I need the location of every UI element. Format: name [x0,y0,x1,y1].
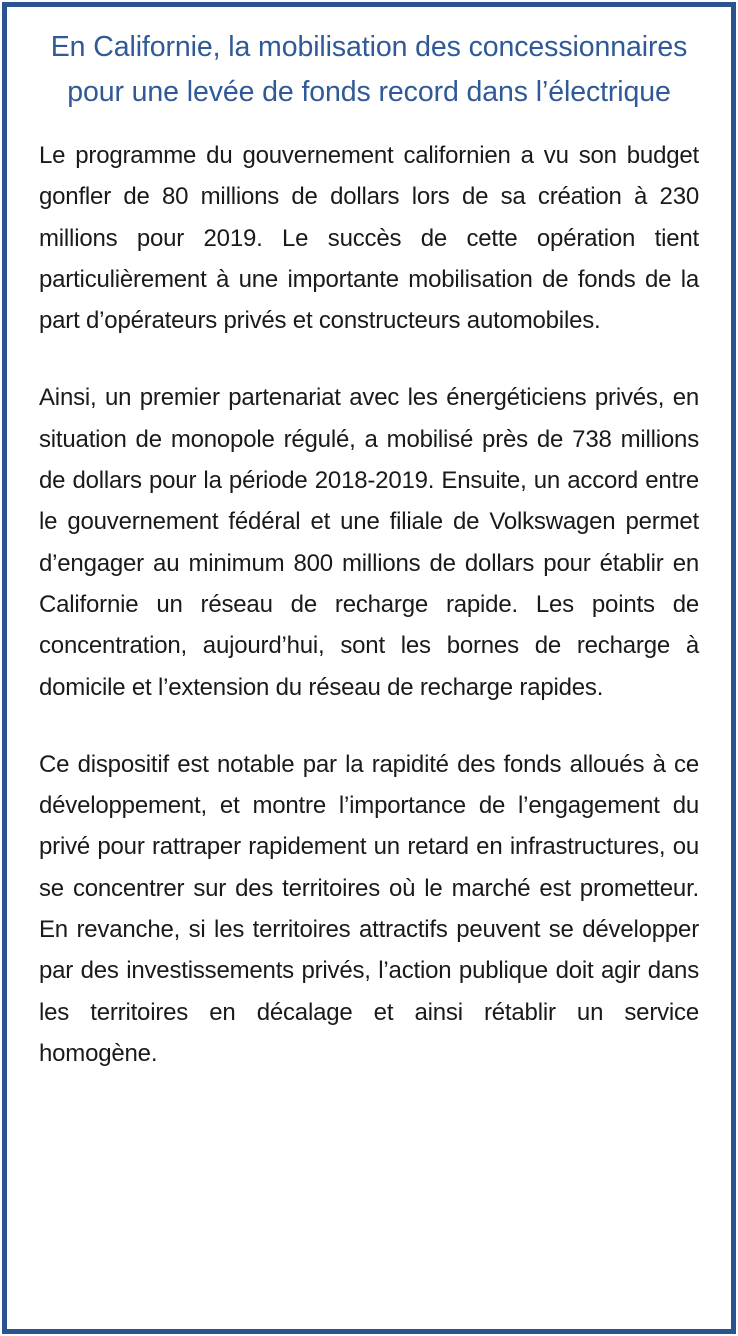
paragraph-1: Le programme du gouvernement californien a vu son budget gonfler de 80 millions de dollars lors de sa création à 230 millions pour 2019. Le succès de cette opération tient particulièrement à une importante mobilisation de fonds de la part d’opérateurs privés et constructeurs automobiles. [39,142,699,335]
box-title: En Californie, la mobilisation des concessionnaires pour une levée de fonds record dans l’électrique [50,31,688,108]
paragraph-3: Ce dispositif est notable par la rapidité des fonds alloués à ce développement, et montre l’importance de l’engagement du privé pour rattraper rapidement un retard en infrastructures, ou se concentrer sur des territoires où le marché est prometteur. En revanche, si les territoires attractifs peuvent se développer par des investissements privés, l’action publique doit agir dans les territoires en décalage et ainsi rétablir un service homogène. [39,750,699,1067]
paragraph-2: Ainsi, un premier partenariat avec les énergéticiens privés, en situation de monopole régulé, a mobilisé près de 738 millions de dollars pour la période 2018-2019. Ensuite, un accord entre le gouvernement fédéral et une filiale de Volkswagen permet d’engager au minimum 800 millions de dollars pour établir en Californie un réseau de recharge rapide. Les points de concentration, aujourd’hui, sont les bornes de recharge à domicile et l’extension du réseau de recharge rapides. [39,384,699,701]
info-box [2,2,736,1334]
box-body [39,135,699,1074]
